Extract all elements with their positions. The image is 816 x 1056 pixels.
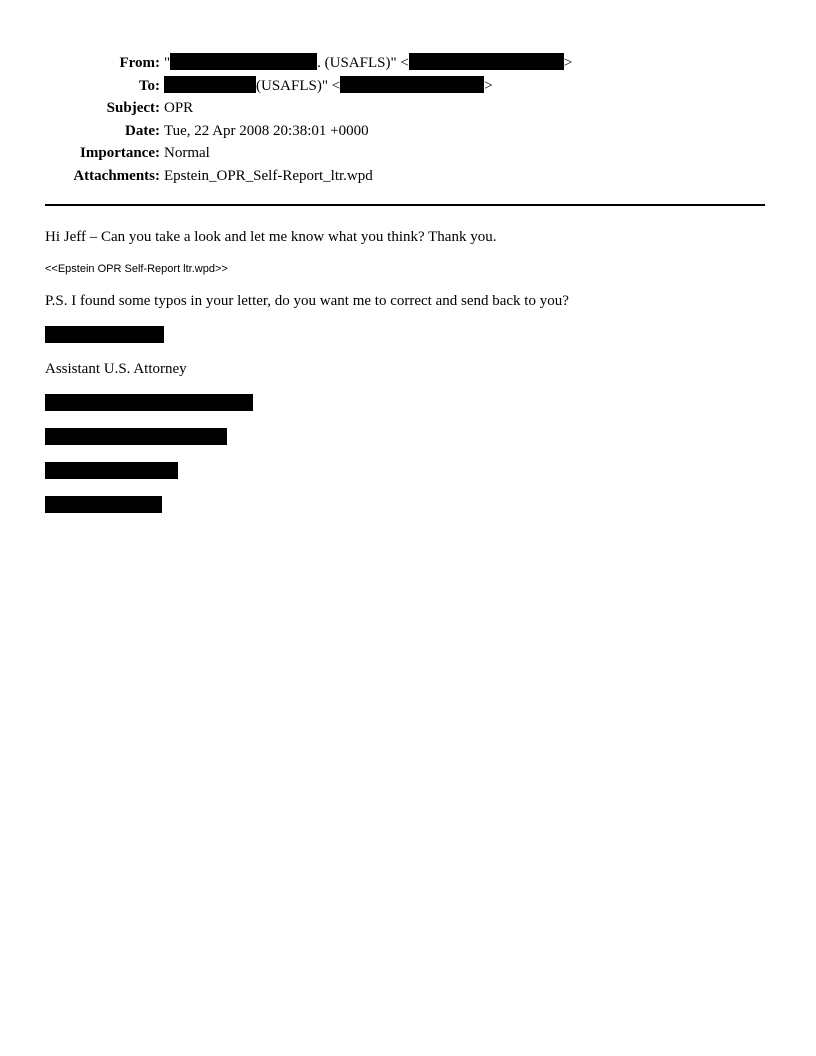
header-divider — [45, 204, 765, 206]
redacted-signature-line — [45, 496, 162, 513]
subject-row — [0, 97, 816, 120]
attachment-reference: <<Epstein OPR Self-Report ltr.wpd>> — [45, 263, 228, 275]
attachments-row — [0, 165, 816, 188]
redacted-signature-name — [45, 326, 164, 343]
from-value — [164, 52, 572, 74]
date-label: Date: — [125, 122, 160, 139]
redaction-block — [170, 53, 317, 70]
importance-value: Normal — [164, 145, 210, 161]
to-value — [164, 75, 493, 97]
email-header — [0, 52, 816, 187]
redaction-block — [340, 76, 484, 93]
signature-title: Assistant U.S. Attorney — [45, 361, 187, 377]
redaction-block — [164, 76, 256, 93]
redacted-signature-line — [45, 462, 178, 479]
attachments-value: Epstein_OPR_Self-Report_ltr.wpd — [164, 167, 373, 184]
from-prefix: " — [164, 55, 171, 71]
to-suffix: > — [484, 77, 493, 94]
importance-label: Importance: — [80, 145, 160, 161]
redacted-signature-line — [45, 394, 253, 411]
attachments-label: Attachments: — [73, 167, 160, 184]
redaction-block — [409, 53, 564, 70]
importance-row — [0, 142, 816, 165]
date-row — [0, 120, 816, 143]
greeting-text: Hi Jeff – Can you take a look and let me know what you think? Thank you. — [45, 229, 497, 245]
from-mid: . (USAFLS)" < — [317, 55, 409, 71]
date-value: Tue, 22 Apr 2008 20:38:01 +0000 — [164, 122, 369, 139]
from-label: From: — [119, 55, 160, 71]
redacted-signature-line — [45, 428, 227, 445]
to-label: To: — [138, 77, 160, 94]
subject-value: OPR — [164, 100, 194, 116]
ps-text: P.S. I found some typos in your letter, do you want me to correct and send back to you? — [45, 293, 569, 309]
from-row — [0, 52, 816, 75]
subject-label: Subject: — [106, 100, 160, 116]
to-row — [0, 75, 816, 98]
to-mid: (USAFLS)" < — [256, 77, 341, 94]
from-suffix: > — [563, 55, 573, 71]
